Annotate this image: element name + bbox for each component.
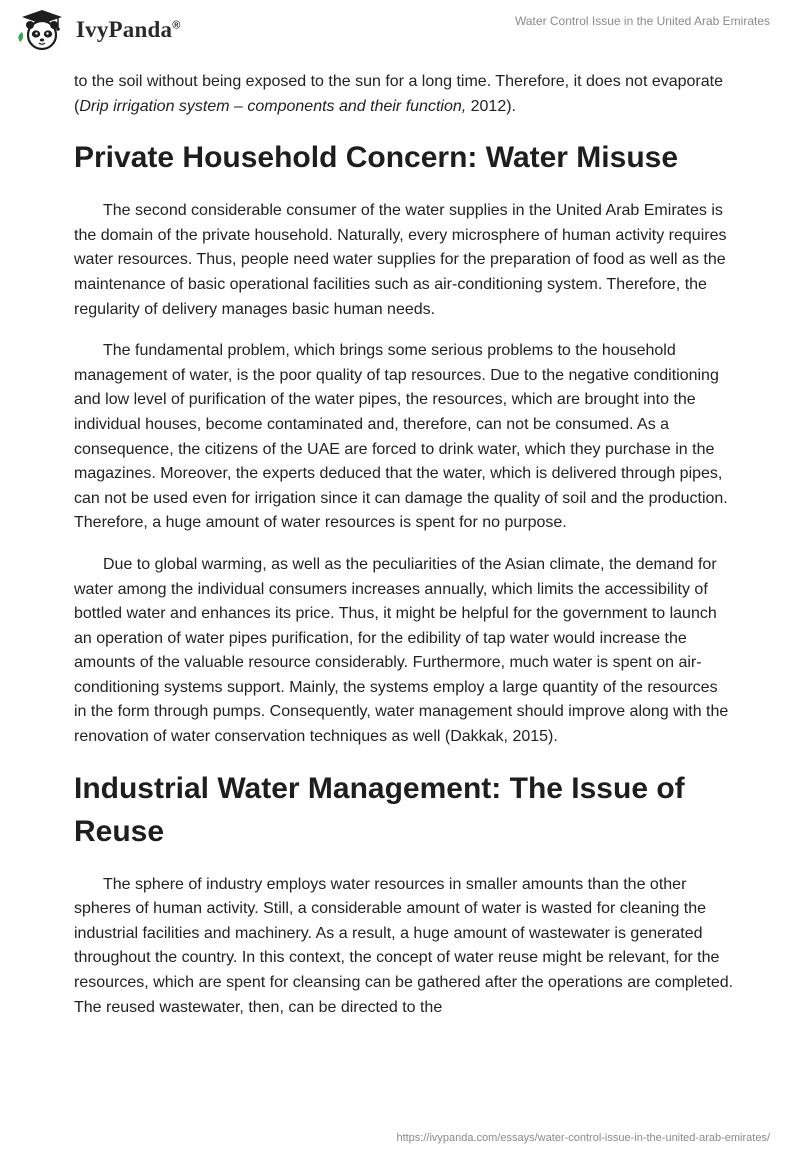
intro-paragraph xyxy=(74,70,734,119)
intro-text-start: to the soil without being exposed to the sun for a long time. Therefore, it does not evaporate ( xyxy=(74,73,723,115)
essay-body xyxy=(74,70,734,1037)
section-heading-household: Private Household Concern: Water Misuse xyxy=(74,141,679,175)
source-url[interactable]: https://ivypanda.com/essays/water-control-issue-in-the-united-arab-emirates/ xyxy=(396,1132,770,1144)
household-paragraph-1: The second considerable consumer of the water supplies in the United Arab Emirates is the domain of the private household. Naturally, every microsphere of human activity requires water resources. Thus, people need water supplies for the preparation of food as well as the maintenance of basic operational facilities such as air-conditioning system. Therefore, the regularity of delivery manages basic human needs. xyxy=(74,202,727,318)
household-paragraph-2: The fundamental problem, which brings some serious problems to the household management of water, is the poor quality of tap resources. Due to the negative conditioning and low level of purification of the water pipes, the resources, which are brought into the individual houses, become contaminated and, therefore, can not be consumed. As a consequence, the citizens of the UAE are forced to drink water, which they purchase in the magazines. Moreover, the experts deduced that the water, which is delivered through pipes, can not be used even for irrigation since it can damage the quality of soil and the production. Therefore, a huge amount of water resources is spent for no purpose. xyxy=(74,342,728,532)
document-title: Water Control Issue in the United Arab Emirates xyxy=(515,14,770,28)
page-header xyxy=(0,0,800,56)
intro-text-end: 2012). xyxy=(466,97,516,115)
brand-name: IvyPanda® xyxy=(76,17,181,42)
industrial-paragraph-1: The sphere of industry employs water resources in smaller amounts than the other spheres of human activity. Still, a considerable amount of water is wasted for cleaning the industrial facilities and machinery. As a result, a huge amount of wastewater is generated throughout the country. In this context, the concept of water reuse might be relevant, for the resources, which are spent for cleansing can be gathered after the operations are completed. The reused wastewater, then, can be directed to the xyxy=(74,875,734,1016)
brand-logo[interactable] xyxy=(14,8,181,52)
intro-citation: Drip irrigation system – components and their function, xyxy=(79,97,467,115)
panda-graduate-icon xyxy=(14,8,70,52)
registered-mark: ® xyxy=(172,19,181,32)
household-paragraph-3: Due to global warming, as well as the peculiarities of the Asian climate, the demand for water among the individual consumers increases annually, which limits the accessibility of bottled water and enhances its price. Thus, it might be helpful for the government to launch an operation of water pipes purification, for the edibility of tap water would increase the amounts of the valuable resource considerably. Furthermore, much water is spent on air-conditioning systems support. Mainly, the systems employ a large quantity of the resources in the form through pumps. Consequently, water management should improve along with the renovation of water conservation techniques as well (Dakkak, 2015). xyxy=(74,555,729,746)
section-heading-industrial: Industrial Water Management: The Issue of Reuse xyxy=(74,771,685,848)
